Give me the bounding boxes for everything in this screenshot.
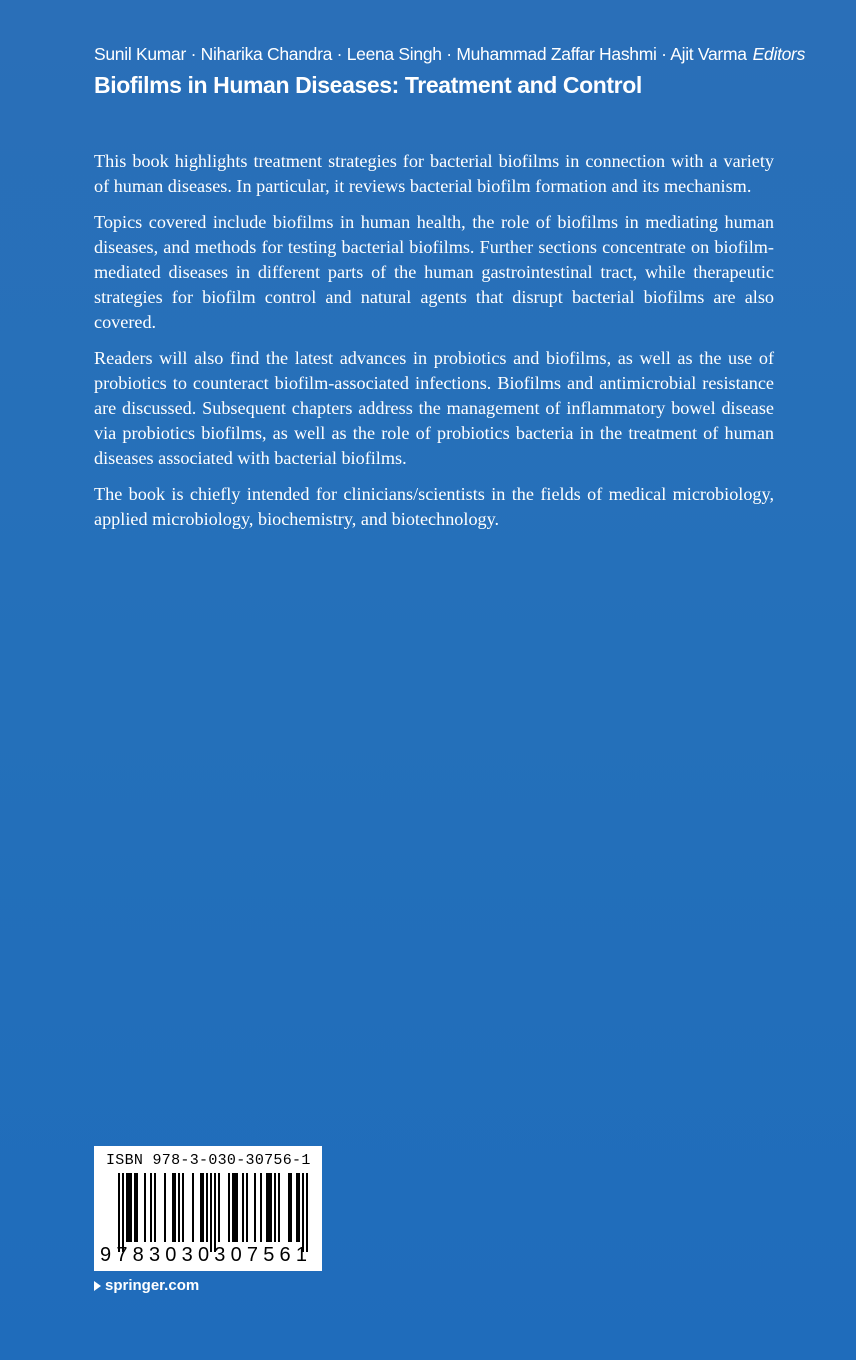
barcode-bar bbox=[236, 1173, 238, 1242]
isbn-label: ISBN 978-3-030-30756-1 bbox=[106, 1152, 311, 1169]
publisher-url: springer.com bbox=[105, 1277, 200, 1294]
barcode-bar bbox=[242, 1173, 244, 1242]
barcode-bar bbox=[254, 1173, 256, 1242]
barcode-bar bbox=[154, 1173, 156, 1242]
barcode-bar bbox=[200, 1173, 202, 1242]
description-paragraph: The book is chiefly intended for clinicians/scientists in the fields of medical microbiology, applied microbiology, biochemistry, and biotechnology. bbox=[94, 484, 774, 529]
barcode-bar bbox=[130, 1173, 132, 1242]
isbn-digits: 9783030307561 bbox=[100, 1244, 313, 1266]
description-paragraph: This book highlights treatment strategies for bacterial biofilms in connection with a variety of human diseases. In particular, it reviews bacterial biofilm formation and its mechanism. bbox=[94, 151, 774, 196]
triangle-arrow-icon bbox=[94, 1281, 101, 1291]
barcode-bar bbox=[288, 1173, 290, 1242]
isbn-barcode bbox=[94, 1146, 322, 1271]
barcode-bar bbox=[136, 1173, 138, 1242]
barcode-bar bbox=[260, 1173, 262, 1242]
barcode-bar bbox=[144, 1173, 146, 1242]
barcode-bar bbox=[178, 1173, 180, 1242]
barcode-bar bbox=[296, 1173, 298, 1242]
description-paragraph: Readers will also find the latest advances in probiotics and biofilms, as well as the use of probiotics to counteract biofilm-associated infections. Biofilms and antimicrobial resistance are discussed. Subsequent chapters address the management of inflammatory bowel disease via probiotics biofilms, as well as the role of probiotics bacteria in the treatment of human diseases associated with bacterial biofilms. bbox=[94, 348, 774, 468]
barcode-bar bbox=[268, 1173, 270, 1242]
author-list bbox=[94, 44, 805, 65]
barcode-bar bbox=[274, 1173, 276, 1242]
description-paragraph: Topics covered include biofilms in human health, the role of biofilms in mediating human diseases, and methods for testing bacterial biofilms. Further sections concentrate on biofilm-mediated diseases in different parts of the human gastrointestinal tract, while therapeutic strategies for biofilm control and natural agents that disrupt bacterial biofilms are also covered. bbox=[94, 212, 774, 332]
barcode-bar bbox=[134, 1173, 136, 1242]
barcode-bar bbox=[298, 1173, 300, 1242]
book-description bbox=[94, 149, 774, 543]
barcode-bar bbox=[150, 1173, 152, 1242]
barcode-bar bbox=[172, 1173, 174, 1242]
barcode-bar bbox=[218, 1173, 220, 1242]
barcode-bar bbox=[234, 1173, 236, 1242]
barcode-bar bbox=[232, 1173, 234, 1242]
barcode-bar bbox=[228, 1173, 230, 1242]
barcode-bar bbox=[290, 1173, 292, 1242]
book-title: Biofilms in Human Diseases: Treatment and Control bbox=[94, 72, 642, 98]
barcode-bar bbox=[278, 1173, 280, 1242]
barcode-bar bbox=[206, 1173, 208, 1242]
author-names: Sunil Kumar · Niharika Chandra · Leena Singh · Muhammad Zaffar Hashmi · Ajit Varma bbox=[94, 44, 747, 64]
barcode-bar bbox=[192, 1173, 194, 1242]
barcode-bar bbox=[246, 1173, 248, 1242]
publisher-link[interactable] bbox=[94, 1277, 199, 1294]
barcode-bar bbox=[306, 1173, 308, 1252]
barcode-bar bbox=[214, 1173, 216, 1252]
editors-label: Editors bbox=[752, 44, 806, 64]
barcode-bar bbox=[210, 1173, 212, 1252]
barcode-bar bbox=[174, 1173, 176, 1242]
barcode-bar bbox=[202, 1173, 204, 1242]
barcode-bar bbox=[126, 1173, 128, 1242]
barcode-bar bbox=[164, 1173, 166, 1242]
barcode-bar bbox=[118, 1173, 120, 1252]
barcode-bar bbox=[270, 1173, 272, 1242]
barcode-bar bbox=[302, 1173, 304, 1252]
barcode-bar bbox=[128, 1173, 130, 1242]
barcode-bar bbox=[122, 1173, 124, 1252]
barcode-bar bbox=[182, 1173, 184, 1242]
barcode-bar bbox=[266, 1173, 268, 1242]
